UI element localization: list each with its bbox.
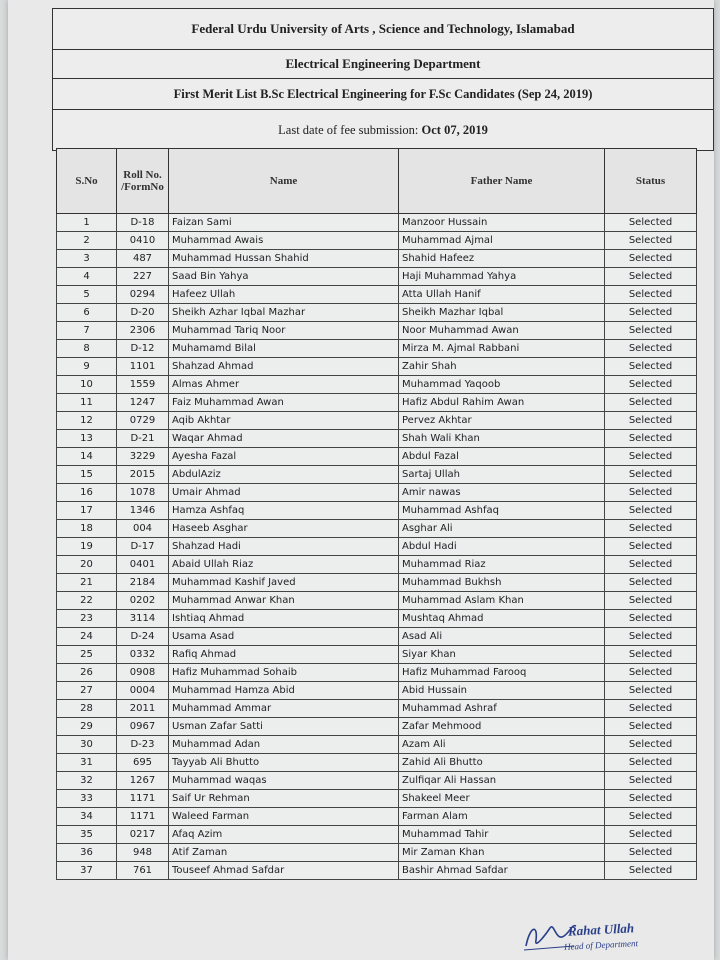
table-row — [57, 700, 697, 718]
cell-roll-no: 1267 — [117, 772, 169, 790]
cell-sno: 14 — [57, 448, 117, 466]
cell-name: Almas Ahmer — [169, 376, 399, 394]
cell-status: Selected — [605, 358, 697, 376]
cell-status: Selected — [605, 862, 697, 880]
signature-block — [520, 916, 720, 960]
cell-father-name: Muhammad Riaz — [399, 556, 605, 574]
cell-name: Usman Zafar Satti — [169, 718, 399, 736]
table-row — [57, 862, 697, 880]
cell-status: Selected — [605, 214, 697, 232]
cell-name: Aqib Akhtar — [169, 412, 399, 430]
cell-sno: 28 — [57, 700, 117, 718]
cell-roll-no: D-23 — [117, 736, 169, 754]
cell-sno: 10 — [57, 376, 117, 394]
table-row — [57, 574, 697, 592]
cell-sno: 3 — [57, 250, 117, 268]
cell-roll-no: 2306 — [117, 322, 169, 340]
cell-sno: 34 — [57, 808, 117, 826]
table-row — [57, 520, 697, 538]
cell-name: Muhammad Hussan Shahid — [169, 250, 399, 268]
cell-father-name: Asghar Ali — [399, 520, 605, 538]
cell-name: Umair Ahmad — [169, 484, 399, 502]
cell-sno: 21 — [57, 574, 117, 592]
header-name: Name — [169, 149, 399, 214]
document-page — [8, 0, 714, 960]
cell-sno: 31 — [57, 754, 117, 772]
cell-status: Selected — [605, 250, 697, 268]
cell-name: Faiz Muhammad Awan — [169, 394, 399, 412]
table-row — [57, 556, 697, 574]
cell-status: Selected — [605, 592, 697, 610]
cell-status: Selected — [605, 448, 697, 466]
signatory-name: Rahat Ullah — [567, 920, 635, 939]
cell-father-name: Shah Wali Khan — [399, 430, 605, 448]
cell-roll-no: 0294 — [117, 286, 169, 304]
cell-roll-no: 1101 — [117, 358, 169, 376]
cell-name: Hafiz Muhammad Sohaib — [169, 664, 399, 682]
fee-deadline — [53, 110, 713, 150]
cell-status: Selected — [605, 682, 697, 700]
cell-status: Selected — [605, 808, 697, 826]
cell-roll-no: D-18 — [117, 214, 169, 232]
cell-sno: 35 — [57, 826, 117, 844]
cell-status: Selected — [605, 538, 697, 556]
cell-roll-no: 0332 — [117, 646, 169, 664]
cell-father-name: Pervez Akhtar — [399, 412, 605, 430]
cell-name: Sheikh Azhar Iqbal Mazhar — [169, 304, 399, 322]
cell-roll-no: 1171 — [117, 808, 169, 826]
cell-sno: 13 — [57, 430, 117, 448]
cell-name: Muhamamd Bilal — [169, 340, 399, 358]
cell-sno: 29 — [57, 718, 117, 736]
table-row — [57, 466, 697, 484]
cell-status: Selected — [605, 412, 697, 430]
cell-father-name: Manzoor Hussain — [399, 214, 605, 232]
table-row — [57, 502, 697, 520]
cell-father-name: Muhammad Ajmal — [399, 232, 605, 250]
table-row — [57, 250, 697, 268]
cell-roll-no: 0401 — [117, 556, 169, 574]
cell-status: Selected — [605, 394, 697, 412]
cell-status: Selected — [605, 232, 697, 250]
table-row — [57, 790, 697, 808]
header-roll-no — [117, 149, 169, 214]
cell-name: Hamza Ashfaq — [169, 502, 399, 520]
cell-father-name: Shahid Hafeez — [399, 250, 605, 268]
cell-name: Muhammad Hamza Abid — [169, 682, 399, 700]
table-row — [57, 322, 697, 340]
cell-father-name: Hafiz Abdul Rahim Awan — [399, 394, 605, 412]
table-row — [57, 394, 697, 412]
table-row — [57, 808, 697, 826]
cell-status: Selected — [605, 340, 697, 358]
cell-status: Selected — [605, 574, 697, 592]
cell-sno: 4 — [57, 268, 117, 286]
table-row — [57, 376, 697, 394]
header-father-name: Father Name — [399, 149, 605, 214]
fee-deadline-date: Oct 07, 2019 — [421, 123, 488, 137]
cell-roll-no: 1171 — [117, 790, 169, 808]
cell-status: Selected — [605, 304, 697, 322]
table-header-row — [57, 149, 697, 214]
signatory-title: Head of Department — [563, 938, 639, 952]
cell-roll-no: 0202 — [117, 592, 169, 610]
document-header — [52, 8, 714, 151]
cell-status: Selected — [605, 664, 697, 682]
cell-father-name: Zahid Ali Bhutto — [399, 754, 605, 772]
cell-roll-no: 004 — [117, 520, 169, 538]
cell-father-name: Zulfiqar Ali Hassan — [399, 772, 605, 790]
cell-name: Ishtiaq Ahmad — [169, 610, 399, 628]
cell-name: Waleed Farman — [169, 808, 399, 826]
table-row — [57, 538, 697, 556]
cell-status: Selected — [605, 610, 697, 628]
cell-sno: 23 — [57, 610, 117, 628]
cell-status: Selected — [605, 556, 697, 574]
cell-father-name: Mir Zaman Khan — [399, 844, 605, 862]
cell-name: Muhammad Tariq Noor — [169, 322, 399, 340]
table-row — [57, 628, 697, 646]
cell-name: Shahzad Ahmad — [169, 358, 399, 376]
cell-roll-no: 948 — [117, 844, 169, 862]
cell-name: Atif Zaman — [169, 844, 399, 862]
cell-sno: 37 — [57, 862, 117, 880]
table-row — [57, 754, 697, 772]
cell-sno: 36 — [57, 844, 117, 862]
cell-father-name: Sartaj Ullah — [399, 466, 605, 484]
cell-name: Tayyab Ali Bhutto — [169, 754, 399, 772]
cell-sno: 7 — [57, 322, 117, 340]
table-row — [57, 412, 697, 430]
cell-status: Selected — [605, 646, 697, 664]
cell-roll-no: 1559 — [117, 376, 169, 394]
header-roll-line2: /FormNo — [121, 181, 164, 193]
table-row — [57, 268, 697, 286]
cell-sno: 22 — [57, 592, 117, 610]
cell-roll-no: D-17 — [117, 538, 169, 556]
cell-roll-no: 0004 — [117, 682, 169, 700]
table-row — [57, 772, 697, 790]
cell-father-name: Haji Muhammad Yahya — [399, 268, 605, 286]
cell-roll-no: 0410 — [117, 232, 169, 250]
cell-father-name: Farman Alam — [399, 808, 605, 826]
table-row — [57, 430, 697, 448]
table-row — [57, 448, 697, 466]
cell-father-name: Bashir Ahmad Safdar — [399, 862, 605, 880]
department-name: Electrical Engineering Department — [53, 50, 713, 79]
cell-roll-no: 1346 — [117, 502, 169, 520]
table-row — [57, 340, 697, 358]
cell-sno: 9 — [57, 358, 117, 376]
cell-father-name: Mirza M. Ajmal Rabbani — [399, 340, 605, 358]
cell-name: Abaid Ullah Riaz — [169, 556, 399, 574]
cell-status: Selected — [605, 520, 697, 538]
cell-sno: 20 — [57, 556, 117, 574]
cell-father-name: Muhammad Aslam Khan — [399, 592, 605, 610]
cell-roll-no: 487 — [117, 250, 169, 268]
cell-roll-no: 0729 — [117, 412, 169, 430]
fee-deadline-label: Last date of fee submission: — [278, 123, 419, 137]
university-name: Federal Urdu University of Arts , Science and Technology, Islamabad — [53, 9, 713, 50]
cell-sno: 25 — [57, 646, 117, 664]
cell-sno: 18 — [57, 520, 117, 538]
cell-roll-no: D-24 — [117, 628, 169, 646]
cell-father-name: Muhammad Bukhsh — [399, 574, 605, 592]
cell-name: Muhammad Anwar Khan — [169, 592, 399, 610]
cell-father-name: Shakeel Meer — [399, 790, 605, 808]
cell-father-name: Zahir Shah — [399, 358, 605, 376]
cell-status: Selected — [605, 700, 697, 718]
cell-sno: 30 — [57, 736, 117, 754]
table-row — [57, 664, 697, 682]
table-row — [57, 826, 697, 844]
cell-roll-no: 3114 — [117, 610, 169, 628]
cell-sno: 19 — [57, 538, 117, 556]
cell-roll-no: 2184 — [117, 574, 169, 592]
cell-roll-no: D-21 — [117, 430, 169, 448]
cell-father-name: Mushtaq Ahmad — [399, 610, 605, 628]
cell-roll-no: 0967 — [117, 718, 169, 736]
cell-roll-no: 0908 — [117, 664, 169, 682]
merit-list-title: First Merit List B.Sc Electrical Engineering for F.Sc Candidates (Sep 24, 2019) — [53, 79, 713, 110]
cell-name: Muhammad waqas — [169, 772, 399, 790]
cell-father-name: Azam Ali — [399, 736, 605, 754]
cell-status: Selected — [605, 430, 697, 448]
cell-father-name: Sheikh Mazhar Iqbal — [399, 304, 605, 322]
cell-name: Afaq Azim — [169, 826, 399, 844]
table-row — [57, 304, 697, 322]
cell-name: Ayesha Fazal — [169, 448, 399, 466]
table-row — [57, 214, 697, 232]
cell-status: Selected — [605, 844, 697, 862]
table-row — [57, 610, 697, 628]
cell-sno: 24 — [57, 628, 117, 646]
cell-status: Selected — [605, 466, 697, 484]
cell-status: Selected — [605, 718, 697, 736]
cell-sno: 15 — [57, 466, 117, 484]
cell-name: Saad Bin Yahya — [169, 268, 399, 286]
cell-name: Saif Ur Rehman — [169, 790, 399, 808]
cell-name: Haseeb Asghar — [169, 520, 399, 538]
cell-father-name: Hafiz Muhammad Farooq — [399, 664, 605, 682]
cell-roll-no: 761 — [117, 862, 169, 880]
cell-name: Hafeez Ullah — [169, 286, 399, 304]
cell-father-name: Muhammad Ashfaq — [399, 502, 605, 520]
table-row — [57, 718, 697, 736]
table-row — [57, 646, 697, 664]
cell-name: Faizan Sami — [169, 214, 399, 232]
cell-status: Selected — [605, 286, 697, 304]
cell-name: Muhammad Kashif Javed — [169, 574, 399, 592]
cell-father-name: Abdul Hadi — [399, 538, 605, 556]
cell-sno: 12 — [57, 412, 117, 430]
cell-father-name: Asad Ali — [399, 628, 605, 646]
cell-father-name: Abdul Fazal — [399, 448, 605, 466]
cell-name: Touseef Ahmad Safdar — [169, 862, 399, 880]
table-row — [57, 682, 697, 700]
cell-name: Usama Asad — [169, 628, 399, 646]
table-row — [57, 484, 697, 502]
cell-status: Selected — [605, 826, 697, 844]
cell-father-name: Siyar Khan — [399, 646, 605, 664]
cell-status: Selected — [605, 790, 697, 808]
cell-sno: 27 — [57, 682, 117, 700]
cell-sno: 6 — [57, 304, 117, 322]
table-row — [57, 358, 697, 376]
cell-father-name: Amir nawas — [399, 484, 605, 502]
cell-status: Selected — [605, 736, 697, 754]
cell-father-name: Atta Ullah Hanif — [399, 286, 605, 304]
cell-sno: 11 — [57, 394, 117, 412]
table-row — [57, 592, 697, 610]
table-body — [57, 214, 697, 880]
cell-roll-no: 3229 — [117, 448, 169, 466]
cell-name: Rafiq Ahmad — [169, 646, 399, 664]
cell-roll-no: 695 — [117, 754, 169, 772]
cell-status: Selected — [605, 376, 697, 394]
cell-status: Selected — [605, 322, 697, 340]
cell-father-name: Muhammad Yaqoob — [399, 376, 605, 394]
cell-name: Shahzad Hadi — [169, 538, 399, 556]
cell-father-name: Abid Hussain — [399, 682, 605, 700]
header-roll-line1: Roll No. — [123, 169, 162, 181]
cell-roll-no: 0217 — [117, 826, 169, 844]
cell-father-name: Zafar Mehmood — [399, 718, 605, 736]
cell-status: Selected — [605, 502, 697, 520]
cell-status: Selected — [605, 628, 697, 646]
cell-sno: 5 — [57, 286, 117, 304]
cell-roll-no: D-12 — [117, 340, 169, 358]
cell-roll-no: 227 — [117, 268, 169, 286]
cell-father-name: Muhammad Tahir — [399, 826, 605, 844]
cell-name: Muhammad Ammar — [169, 700, 399, 718]
cell-sno: 17 — [57, 502, 117, 520]
cell-name: Muhammad Adan — [169, 736, 399, 754]
cell-roll-no: 2011 — [117, 700, 169, 718]
cell-roll-no: D-20 — [117, 304, 169, 322]
cell-status: Selected — [605, 772, 697, 790]
cell-sno: 32 — [57, 772, 117, 790]
cell-sno: 16 — [57, 484, 117, 502]
cell-roll-no: 1078 — [117, 484, 169, 502]
cell-status: Selected — [605, 754, 697, 772]
cell-sno: 1 — [57, 214, 117, 232]
table-row — [57, 844, 697, 862]
cell-sno: 26 — [57, 664, 117, 682]
header-status: Status — [605, 149, 697, 214]
cell-status: Selected — [605, 484, 697, 502]
cell-sno: 2 — [57, 232, 117, 250]
cell-name: Waqar Ahmad — [169, 430, 399, 448]
cell-roll-no: 1247 — [117, 394, 169, 412]
cell-name: Muhammad Awais — [169, 232, 399, 250]
cell-father-name: Muhammad Ashraf — [399, 700, 605, 718]
table-row — [57, 232, 697, 250]
table-row — [57, 736, 697, 754]
cell-name: AbdulAziz — [169, 466, 399, 484]
merit-list-table — [56, 148, 697, 880]
cell-roll-no: 2015 — [117, 466, 169, 484]
cell-sno: 33 — [57, 790, 117, 808]
table-row — [57, 286, 697, 304]
cell-father-name: Noor Muhammad Awan — [399, 322, 605, 340]
header-sno: S.No — [57, 149, 117, 214]
cell-status: Selected — [605, 268, 697, 286]
cell-sno: 8 — [57, 340, 117, 358]
